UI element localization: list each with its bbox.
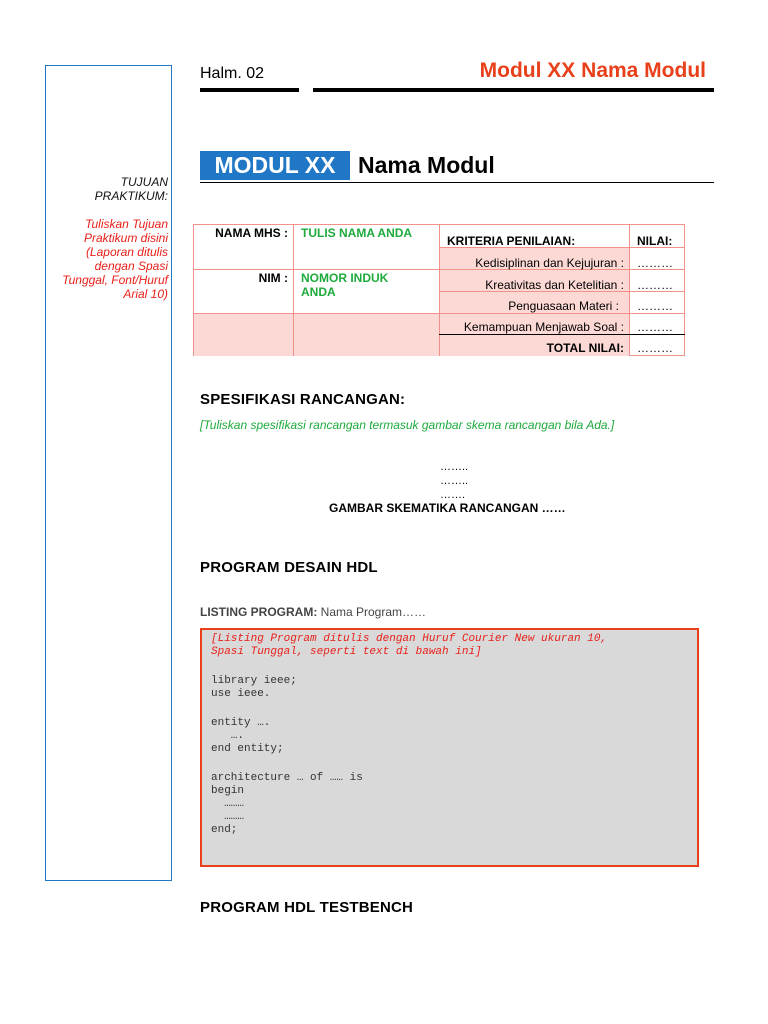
figure-caption: GAMBAR SKEMATIKA RANCANGAN …… [329,501,566,515]
hdl-heading: PROGRAM DESAIN HDL [200,559,378,576]
header-rule-left [200,88,299,92]
code-block-architecture: architecture … of …… is begin ……… ……… end; [211,772,363,836]
listing-label [200,605,426,619]
criteria-value: ……… [637,299,673,313]
criteria-value: ……… [637,256,673,270]
nim-value: NOMOR INDUK ANDA [301,271,389,299]
header-rule-right [313,88,714,92]
criteria-label: Kemampuan Menjawab Soal : [463,320,624,334]
listing-name: Nama Program…… [317,605,427,619]
grid-line-total [439,334,685,335]
criteria-value: ……… [637,320,673,334]
info-table [193,224,685,356]
sidebar-heading: TUJUAN PRAKTIKUM: [94,175,168,203]
code-block-library: library ieee; use ieee. [211,675,297,700]
listing-label-bold: LISTING PROGRAM: [200,605,318,619]
placeholder-dots: …….. [440,461,469,473]
criteria-label: Penguasaan Materi : [508,299,619,313]
spec-heading: SPESIFIKASI RANCANGAN: [200,391,406,408]
grid-line [194,269,439,270]
nilai-header: NILAI: [637,234,673,248]
placeholder-dots: …….. [440,475,469,487]
spec-note: [Tuliskan spesifikasi rancangan termasuk gambar skema rancangan bila Ada.] [200,418,615,432]
kriteria-header: KRITERIA PENILAIAN: [447,234,576,248]
title-name: Nama Modul [358,152,495,178]
title-badge: MODUL XX [200,151,350,180]
total-value: ……… [637,341,673,355]
criteria-label: Kedisiplinan dan Kejujuran : [475,256,624,270]
header-module-title: Modul XX Nama Modul [479,59,706,82]
sidebar-body: Tuliskan Tujuan Praktikum disini (Laporan ditulis dengan Spasi Tunggal, Font/Huruf Arial 10) [62,217,168,301]
code-note: [Listing Program ditulis dengan Huruf Courier New ukuran 10, Spasi Tunggal, seperti text di bawah ini] [211,633,608,658]
grid-line [293,225,294,356]
nim-label: NIM : [258,271,288,285]
criteria-value: ……… [637,278,673,292]
criteria-label: Kreativitas dan Ketelitian : [485,278,624,292]
code-box [200,628,699,867]
nama-value: TULIS NAMA ANDA [301,226,413,240]
testbench-heading: PROGRAM HDL TESTBENCH [200,899,414,916]
grid-line [439,313,685,314]
empty-cell-a [194,313,293,356]
nama-label: NAMA MHS : [215,226,288,240]
page-label: Halm. 02 [200,65,265,82]
code-block-entity: entity …. …. end entity; [211,717,284,755]
page-title [200,151,714,183]
grid-line [194,313,439,314]
placeholder-dots: ……. [440,489,466,501]
empty-cell-b [293,313,439,356]
total-label: TOTAL NILAI: [546,341,624,355]
